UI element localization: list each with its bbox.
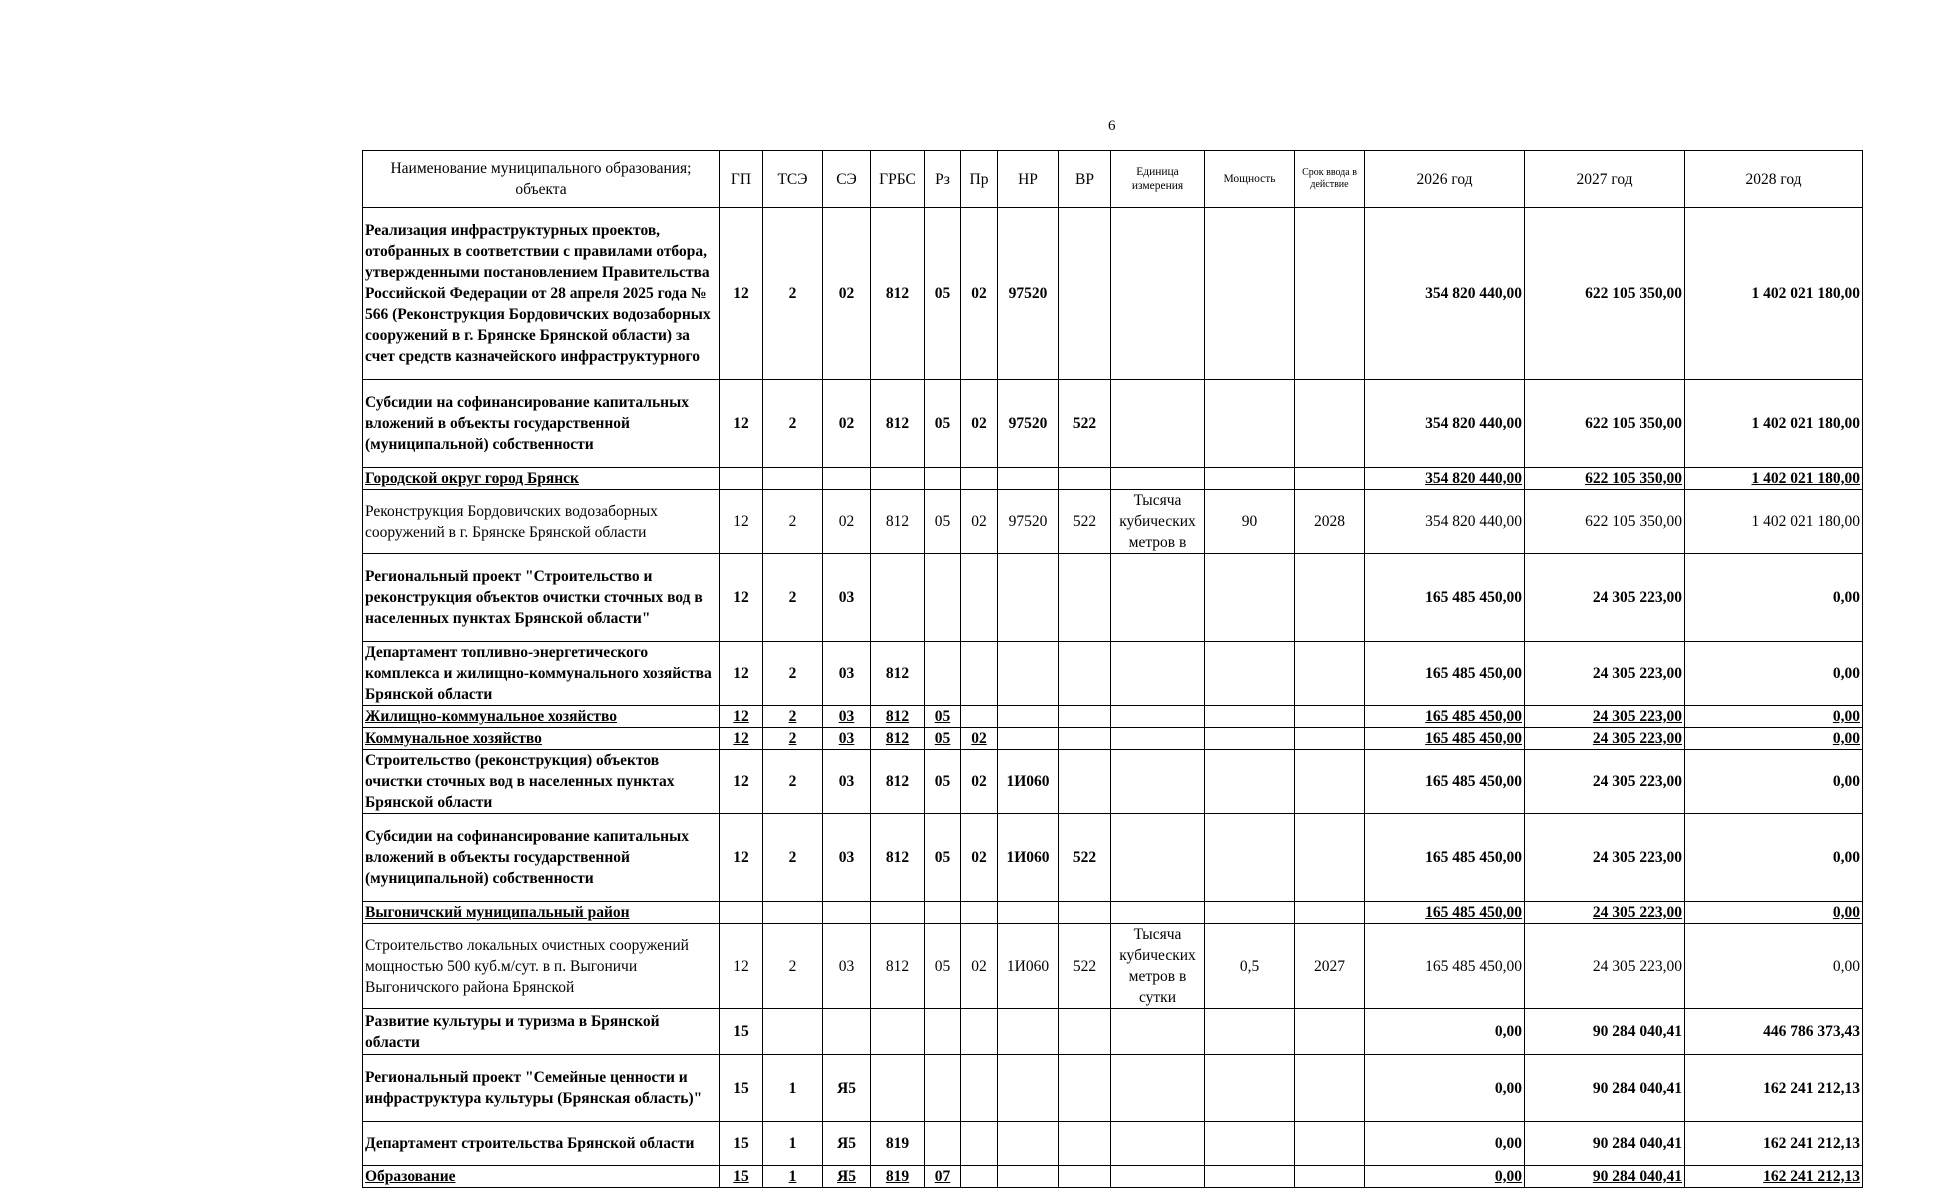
cell-se: 03 [823,750,871,814]
cell-vr: 522 [1059,924,1111,1009]
cell-rz: 05 [925,728,961,750]
cell-2028: 1 402 021 180,00 [1685,490,1863,554]
cell-vr [1059,468,1111,490]
cell-se: 03 [823,554,871,642]
cell-2027: 90 284 040,41 [1525,1122,1685,1166]
budget-table [362,150,1863,1188]
cell-unit [1111,1122,1205,1166]
cell-rz [925,1009,961,1055]
table-row [363,902,1863,924]
cell-pr [961,706,998,728]
row-name: Жилищно-коммунальное хозяйство [363,706,720,728]
cell-term [1295,728,1365,750]
cell-2026: 354 820 440,00 [1365,380,1525,468]
header-vr: ВР [1059,151,1111,208]
cell-se [823,902,871,924]
cell-tse: 2 [763,642,823,706]
cell-rz: 07 [925,1166,961,1188]
row-name: Городской округ город Брянск [363,468,720,490]
cell-2027: 24 305 223,00 [1525,554,1685,642]
cell-2028: 162 241 212,13 [1685,1055,1863,1122]
table-row [363,642,1863,706]
cell-2028: 0,00 [1685,728,1863,750]
cell-2026: 165 485 450,00 [1365,750,1525,814]
cell-pr [961,1055,998,1122]
cell-pr: 02 [961,490,998,554]
table-header-row [363,151,1863,208]
cell-grbs: 812 [871,924,925,1009]
cell-tse: 2 [763,728,823,750]
cell-2026: 165 485 450,00 [1365,706,1525,728]
cell-unit [1111,1009,1205,1055]
cell-tse: 1 [763,1166,823,1188]
cell-gp: 12 [720,208,763,380]
cell-vr [1059,902,1111,924]
row-name: Коммунальное хозяйство [363,728,720,750]
cell-power [1205,380,1295,468]
cell-se: 03 [823,706,871,728]
cell-2026: 165 485 450,00 [1365,554,1525,642]
row-name: Субсидии на софинансирование капитальных вложений в объекты государственной (муниципальной) собственности [363,814,720,902]
cell-se: Я5 [823,1055,871,1122]
cell-nr [998,554,1059,642]
cell-power [1205,1009,1295,1055]
table-row [363,490,1863,554]
cell-tse: 2 [763,490,823,554]
cell-se: 03 [823,814,871,902]
cell-2028: 0,00 [1685,750,1863,814]
cell-nr [998,902,1059,924]
header-se: СЭ [823,151,871,208]
cell-2026: 165 485 450,00 [1365,902,1525,924]
cell-nr [998,1122,1059,1166]
cell-grbs: 812 [871,490,925,554]
table-row [363,1122,1863,1166]
table-row [363,1166,1863,1188]
cell-2026: 354 820 440,00 [1365,208,1525,380]
cell-rz: 05 [925,208,961,380]
cell-pr: 02 [961,380,998,468]
cell-2026: 0,00 [1365,1122,1525,1166]
cell-2027: 24 305 223,00 [1525,902,1685,924]
cell-pr: 02 [961,728,998,750]
cell-se: 03 [823,642,871,706]
row-name: Департамент строительства Брянской области [363,1122,720,1166]
cell-2026: 0,00 [1365,1055,1525,1122]
cell-tse [763,902,823,924]
row-name: Региональный проект "Строительство и реконструкция объектов очистки сточных вод в населенных пунктах Брянской области" [363,554,720,642]
cell-power: 0,5 [1205,924,1295,1009]
cell-rz [925,1122,961,1166]
table-row [363,728,1863,750]
cell-unit [1111,902,1205,924]
cell-term [1295,642,1365,706]
cell-2027: 24 305 223,00 [1525,706,1685,728]
cell-vr [1059,642,1111,706]
cell-2027: 24 305 223,00 [1525,924,1685,1009]
cell-vr [1059,1055,1111,1122]
cell-2028: 0,00 [1685,814,1863,902]
cell-2026: 354 820 440,00 [1365,468,1525,490]
cell-power [1205,750,1295,814]
cell-2027: 24 305 223,00 [1525,814,1685,902]
cell-pr [961,642,998,706]
cell-rz: 05 [925,380,961,468]
cell-2028: 0,00 [1685,706,1863,728]
cell-2028: 0,00 [1685,902,1863,924]
cell-term: 2027 [1295,924,1365,1009]
table-row [363,924,1863,1009]
cell-unit: Тысяча кубических метров в [1111,490,1205,554]
cell-pr [961,902,998,924]
cell-power [1205,1166,1295,1188]
header-power: Мощность [1205,151,1295,208]
cell-gp [720,902,763,924]
cell-nr: 97520 [998,490,1059,554]
header-2028: 2028 год [1685,151,1863,208]
cell-vr: 522 [1059,814,1111,902]
cell-nr [998,706,1059,728]
cell-2026: 0,00 [1365,1009,1525,1055]
table-row [363,814,1863,902]
cell-grbs: 812 [871,642,925,706]
cell-nr [998,1009,1059,1055]
cell-vr [1059,208,1111,380]
cell-gp: 15 [720,1166,763,1188]
table-row [363,750,1863,814]
cell-rz [925,902,961,924]
cell-2028: 0,00 [1685,554,1863,642]
row-name: Выгоничский муниципальный район [363,902,720,924]
cell-term [1295,1055,1365,1122]
row-name: Региональный проект "Семейные ценности и инфраструктура культуры (Брянская область)" [363,1055,720,1122]
cell-tse: 2 [763,750,823,814]
cell-rz [925,468,961,490]
table-row [363,380,1863,468]
cell-grbs: 819 [871,1122,925,1166]
cell-unit [1111,728,1205,750]
cell-unit [1111,1055,1205,1122]
cell-power [1205,814,1295,902]
cell-term [1295,1009,1365,1055]
cell-gp: 15 [720,1009,763,1055]
cell-se: 02 [823,490,871,554]
table-row [363,554,1863,642]
cell-se: 02 [823,380,871,468]
cell-unit [1111,380,1205,468]
cell-gp: 12 [720,380,763,468]
cell-power [1205,902,1295,924]
cell-grbs: 812 [871,208,925,380]
cell-2028: 446 786 373,43 [1685,1009,1863,1055]
table-row [363,1009,1863,1055]
cell-tse: 2 [763,208,823,380]
cell-vr: 522 [1059,380,1111,468]
cell-grbs: 812 [871,706,925,728]
cell-unit [1111,750,1205,814]
table-row [363,468,1863,490]
cell-rz: 05 [925,924,961,1009]
cell-rz: 05 [925,490,961,554]
cell-2027: 24 305 223,00 [1525,728,1685,750]
cell-unit: Тысяча кубических метров в сутки [1111,924,1205,1009]
cell-tse: 2 [763,554,823,642]
cell-unit [1111,1166,1205,1188]
cell-term [1295,1122,1365,1166]
cell-2026: 0,00 [1365,1166,1525,1188]
table-row [363,706,1863,728]
cell-nr [998,642,1059,706]
cell-power [1205,554,1295,642]
table-row [363,208,1863,380]
cell-2028: 1 402 021 180,00 [1685,208,1863,380]
cell-unit [1111,468,1205,490]
cell-power [1205,1055,1295,1122]
cell-grbs [871,1055,925,1122]
cell-vr [1059,750,1111,814]
cell-2028: 1 402 021 180,00 [1685,380,1863,468]
cell-rz [925,642,961,706]
cell-vr [1059,728,1111,750]
cell-tse: 2 [763,706,823,728]
cell-pr [961,1009,998,1055]
cell-rz [925,554,961,642]
cell-se: 02 [823,208,871,380]
cell-tse: 2 [763,380,823,468]
cell-grbs: 812 [871,750,925,814]
cell-tse: 1 [763,1122,823,1166]
cell-2026: 165 485 450,00 [1365,814,1525,902]
cell-2026: 354 820 440,00 [1365,490,1525,554]
cell-nr: 1И060 [998,924,1059,1009]
cell-pr: 02 [961,750,998,814]
cell-power: 90 [1205,490,1295,554]
cell-2027: 622 105 350,00 [1525,468,1685,490]
cell-2027: 24 305 223,00 [1525,750,1685,814]
cell-2028: 1 402 021 180,00 [1685,468,1863,490]
cell-2027: 622 105 350,00 [1525,208,1685,380]
cell-term [1295,208,1365,380]
cell-grbs [871,902,925,924]
cell-pr [961,554,998,642]
cell-2027: 622 105 350,00 [1525,380,1685,468]
row-name: Строительство (реконструкция) объектов очистки сточных вод в населенных пунктах Брянской области [363,750,720,814]
cell-se: Я5 [823,1166,871,1188]
cell-2026: 165 485 450,00 [1365,924,1525,1009]
cell-nr [998,468,1059,490]
cell-gp: 12 [720,642,763,706]
cell-tse: 2 [763,814,823,902]
cell-2027: 90 284 040,41 [1525,1009,1685,1055]
table-row [363,1055,1863,1122]
cell-unit [1111,208,1205,380]
cell-gp: 15 [720,1055,763,1122]
cell-tse: 1 [763,1055,823,1122]
cell-2026: 165 485 450,00 [1365,642,1525,706]
cell-2026: 165 485 450,00 [1365,728,1525,750]
cell-vr [1059,706,1111,728]
page-number: 6 [1108,118,1116,134]
cell-vr [1059,1166,1111,1188]
cell-term [1295,1166,1365,1188]
cell-grbs: 819 [871,1166,925,1188]
row-name: Образование [363,1166,720,1188]
header-pr: Пр [961,151,998,208]
cell-2027: 90 284 040,41 [1525,1055,1685,1122]
cell-power [1205,728,1295,750]
cell-term: 2028 [1295,490,1365,554]
cell-power [1205,468,1295,490]
cell-nr [998,728,1059,750]
cell-nr [998,1055,1059,1122]
cell-rz [925,1055,961,1122]
cell-term [1295,902,1365,924]
header-2027: 2027 год [1525,151,1685,208]
cell-unit [1111,706,1205,728]
cell-vr [1059,1122,1111,1166]
cell-rz: 05 [925,706,961,728]
cell-grbs: 812 [871,380,925,468]
cell-nr: 97520 [998,208,1059,380]
cell-grbs [871,468,925,490]
row-name: Департамент топливно-энергетического комплекса и жилищно-коммунального хозяйства Брянской области [363,642,720,706]
cell-se: Я5 [823,1122,871,1166]
cell-se: 03 [823,924,871,1009]
header-term: Срок ввода в действие [1295,151,1365,208]
cell-grbs [871,1009,925,1055]
cell-pr: 02 [961,924,998,1009]
cell-power [1205,706,1295,728]
cell-rz: 05 [925,750,961,814]
cell-pr [961,1122,998,1166]
cell-pr: 02 [961,814,998,902]
cell-nr: 1И060 [998,814,1059,902]
cell-2027: 622 105 350,00 [1525,490,1685,554]
cell-vr: 522 [1059,490,1111,554]
cell-gp: 12 [720,706,763,728]
cell-vr [1059,1009,1111,1055]
header-unit: Единица измерения [1111,151,1205,208]
cell-se [823,468,871,490]
cell-gp: 15 [720,1122,763,1166]
cell-tse: 2 [763,924,823,1009]
header-rz: Рз [925,151,961,208]
cell-2028: 0,00 [1685,642,1863,706]
row-name: Развитие культуры и туризма в Брянской области [363,1009,720,1055]
row-name: Реконструкция Бордовичских водозаборных сооружений в г. Брянске Брянской области [363,490,720,554]
cell-term [1295,814,1365,902]
cell-term [1295,750,1365,814]
cell-unit [1111,554,1205,642]
table-body [363,208,1863,1188]
cell-term [1295,706,1365,728]
cell-2027: 90 284 040,41 [1525,1166,1685,1188]
cell-term [1295,380,1365,468]
cell-nr: 97520 [998,380,1059,468]
cell-power [1205,208,1295,380]
header-nr: НР [998,151,1059,208]
cell-gp: 12 [720,490,763,554]
header-tse: ТСЭ [763,151,823,208]
cell-vr [1059,554,1111,642]
cell-grbs [871,554,925,642]
cell-se: 03 [823,728,871,750]
cell-term [1295,468,1365,490]
row-name: Реализация инфраструктурных проектов, отобранных в соответствии с правилами отбора, утвержденными постановлением Правительства Российской Федерации от 28 апреля 2025 года № 566 (Реконструкция Бордовичских водозаборных сооружений в г. Брянске Брянской области) за счет средств казначейского инфраструктурного [363,208,720,380]
cell-grbs: 812 [871,814,925,902]
header-2026: 2026 год [1365,151,1525,208]
cell-nr [998,1166,1059,1188]
cell-2027: 24 305 223,00 [1525,642,1685,706]
cell-grbs: 812 [871,728,925,750]
cell-gp: 12 [720,554,763,642]
cell-gp: 12 [720,728,763,750]
cell-gp: 12 [720,750,763,814]
cell-2028: 0,00 [1685,924,1863,1009]
cell-gp: 12 [720,814,763,902]
cell-2028: 162 241 212,13 [1685,1166,1863,1188]
cell-unit [1111,814,1205,902]
cell-se [823,1009,871,1055]
cell-nr: 1И060 [998,750,1059,814]
cell-gp [720,468,763,490]
row-name: Строительство локальных очистных сооружений мощностью 500 куб.м/сут. в п. Выгоничи Выгоничского района Брянской [363,924,720,1009]
cell-gp: 12 [720,924,763,1009]
cell-rz: 05 [925,814,961,902]
cell-term [1295,554,1365,642]
header-grbs: ГРБС [871,151,925,208]
cell-power [1205,1122,1295,1166]
cell-pr: 02 [961,208,998,380]
cell-tse [763,1009,823,1055]
header-gp: ГП [720,151,763,208]
cell-unit [1111,642,1205,706]
cell-pr [961,468,998,490]
cell-tse [763,468,823,490]
cell-pr [961,1166,998,1188]
cell-power [1205,642,1295,706]
header-name: Наименование муниципального образования; объекта [363,151,720,208]
row-name: Субсидии на софинансирование капитальных вложений в объекты государственной (муниципальной) собственности [363,380,720,468]
cell-2028: 162 241 212,13 [1685,1122,1863,1166]
